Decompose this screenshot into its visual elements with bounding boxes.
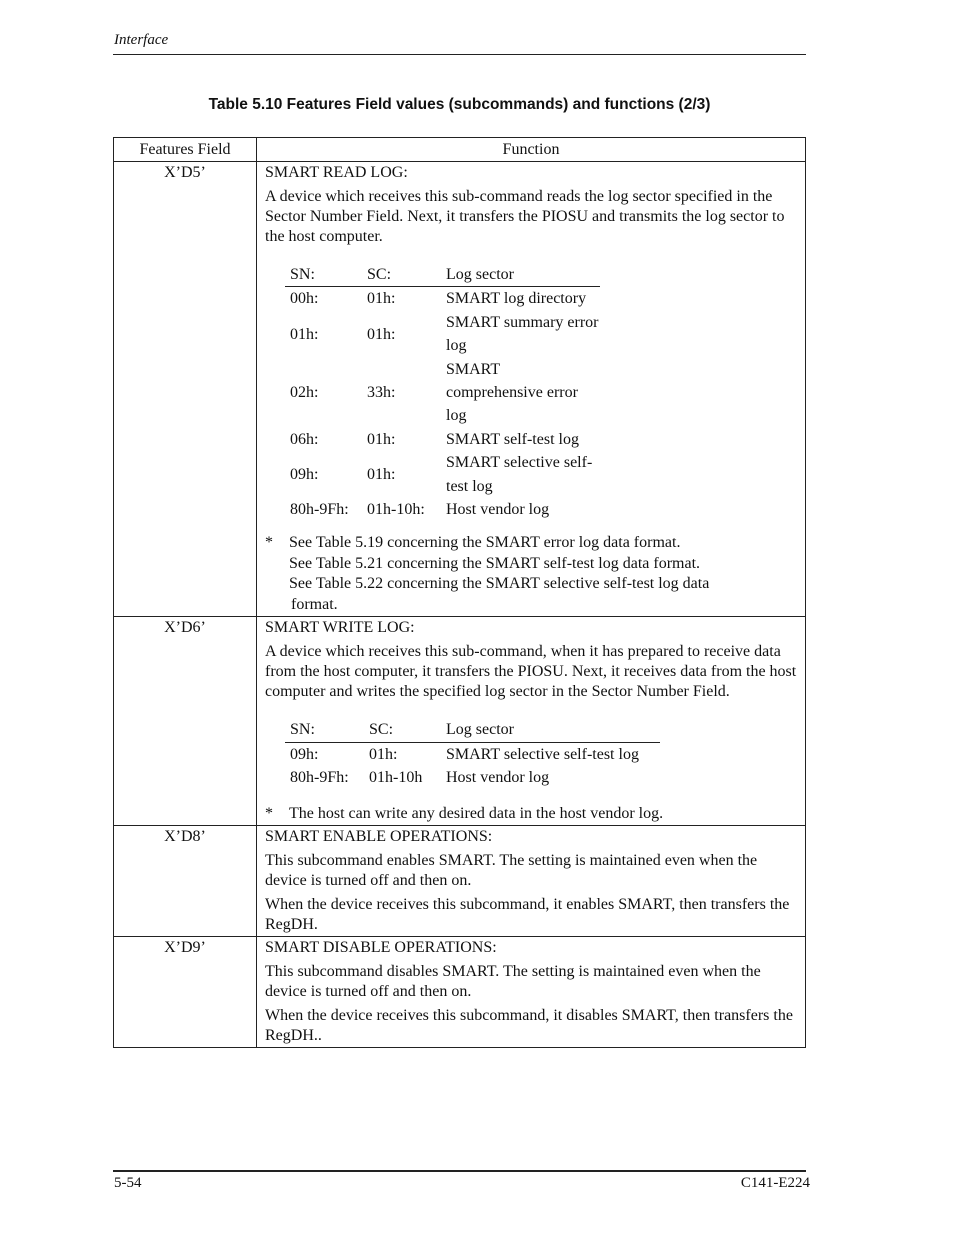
sn-value: 06h: xyxy=(290,430,319,448)
table-row xyxy=(114,937,806,1048)
log-sector-header xyxy=(285,718,660,742)
sn-header: SN: xyxy=(285,718,369,742)
sc-value: 01h: xyxy=(367,430,396,448)
table-row xyxy=(114,617,806,826)
function-cell xyxy=(257,937,806,1048)
page-number: 5-54 xyxy=(114,1175,142,1191)
function-description: This subcommand enables SMART. The setting is maintained even when the device is turned off and then on. xyxy=(265,852,758,890)
column-header-function: Function xyxy=(257,138,806,162)
sn-value: 00h: xyxy=(290,290,319,308)
log-sector-row xyxy=(285,428,600,451)
sc-value: 01h: xyxy=(367,325,396,343)
sn-value: 09h: xyxy=(290,745,319,763)
features-code: X’D5’ xyxy=(114,162,257,617)
log-sector-value: SMART selective self-test log xyxy=(446,454,593,495)
footnote-line: format. xyxy=(291,595,338,613)
sn-value: 80h-9Fh: xyxy=(290,501,349,519)
function-description: When the device receives this subcommand, it enables SMART, then transfers the RegDH. xyxy=(265,896,790,934)
footnote-marker: * xyxy=(265,534,273,552)
column-header-features-field: Features Field xyxy=(114,138,257,162)
function-cell xyxy=(257,617,806,826)
function-cell xyxy=(257,162,806,617)
document-id: C141-E224 xyxy=(740,1175,810,1191)
sc-header: SC: xyxy=(369,718,446,742)
sc-value: 01h-10h: xyxy=(367,501,425,519)
footer-rule xyxy=(113,1170,806,1172)
sn-value: 01h: xyxy=(290,325,319,343)
footnote xyxy=(265,533,797,615)
log-sector-value: SMART log directory xyxy=(446,290,587,308)
running-header: Interface xyxy=(114,32,169,48)
features-code: X’D6’ xyxy=(114,617,257,826)
log-sector-row xyxy=(285,742,660,766)
function-description: When the device receives this subcommand, it disables SMART, then transfers the RegDH.. xyxy=(265,1007,793,1045)
sn-value: 02h: xyxy=(290,384,319,402)
table-header-row xyxy=(114,138,806,162)
sn-value: 09h: xyxy=(290,465,319,483)
sc-value: 01h-10h xyxy=(369,769,423,787)
function-title: SMART WRITE LOG: xyxy=(265,619,415,637)
log-sector-row xyxy=(285,498,600,521)
log-sector-table xyxy=(285,263,600,521)
header-rule xyxy=(113,54,806,55)
log-sector-row xyxy=(285,358,600,428)
footnote-line: See Table 5.21 concerning the SMART self-test log data format. xyxy=(289,554,701,572)
function-description: A device which receives this sub-command reads the log sector specified in the Sector Number Field. Next, it transfers the PIOSU and transmits the log sector to the host computer. xyxy=(265,188,785,245)
sn-value: 80h-9Fh: xyxy=(290,769,349,787)
function-description: This subcommand disables SMART. The setting is maintained even when the device is turned off and then on. xyxy=(265,963,761,1001)
footnote-line: See Table 5.22 concerning the SMART selective self-test log data xyxy=(289,575,710,593)
sc-value: 01h: xyxy=(367,465,396,483)
log-sector-row xyxy=(285,451,600,498)
function-description: A device which receives this sub-command, when it has prepared to receive data from the host computer, it transfers the PIOSU. Next, it receives data from the host computer and writes the specified log sector in the Sector Number Field. xyxy=(265,643,797,701)
function-title: SMART ENABLE OPERATIONS: xyxy=(265,828,493,846)
log-sector-value: SMART summary error log xyxy=(446,313,599,355)
log-sector-row xyxy=(285,287,600,311)
sc-value: 01h: xyxy=(367,290,396,308)
log-sector-value: SMART comprehensive error log xyxy=(446,360,578,425)
footnote xyxy=(265,804,797,825)
log-sector-row xyxy=(285,766,660,789)
log-sector-header-label: Log sector xyxy=(446,718,660,742)
features-table xyxy=(113,137,806,1048)
log-sector-row xyxy=(285,311,600,358)
log-sector-header xyxy=(285,263,600,287)
features-code: X’D9’ xyxy=(114,937,257,1048)
log-sector-value: Host vendor log xyxy=(446,501,550,519)
log-sector-table xyxy=(285,718,660,789)
sc-header: SC: xyxy=(367,263,446,287)
table-row xyxy=(114,826,806,937)
sc-value: 33h: xyxy=(367,384,396,402)
footnote-marker: * xyxy=(265,804,273,822)
features-code: X’D8’ xyxy=(114,826,257,937)
table-title: Table 5.10 Features Field values (subcommands) and functions (2/3) xyxy=(208,96,711,113)
footnote-line: The host can write any desired data in the host vendor log. xyxy=(289,804,664,822)
function-cell xyxy=(257,826,806,937)
table-row xyxy=(114,162,806,617)
function-title: SMART DISABLE OPERATIONS: xyxy=(265,939,497,957)
log-sector-header-label: Log sector xyxy=(446,263,600,287)
sc-value: 01h: xyxy=(369,745,398,763)
footnote-line: See Table 5.19 concerning the SMART error log data format. xyxy=(289,534,681,552)
sn-header: SN: xyxy=(285,263,367,287)
log-sector-value: Host vendor log xyxy=(446,769,550,787)
log-sector-value: SMART self-test log xyxy=(446,430,579,448)
function-title: SMART READ LOG: xyxy=(265,164,408,181)
log-sector-value: SMART selective self-test log xyxy=(446,745,639,763)
